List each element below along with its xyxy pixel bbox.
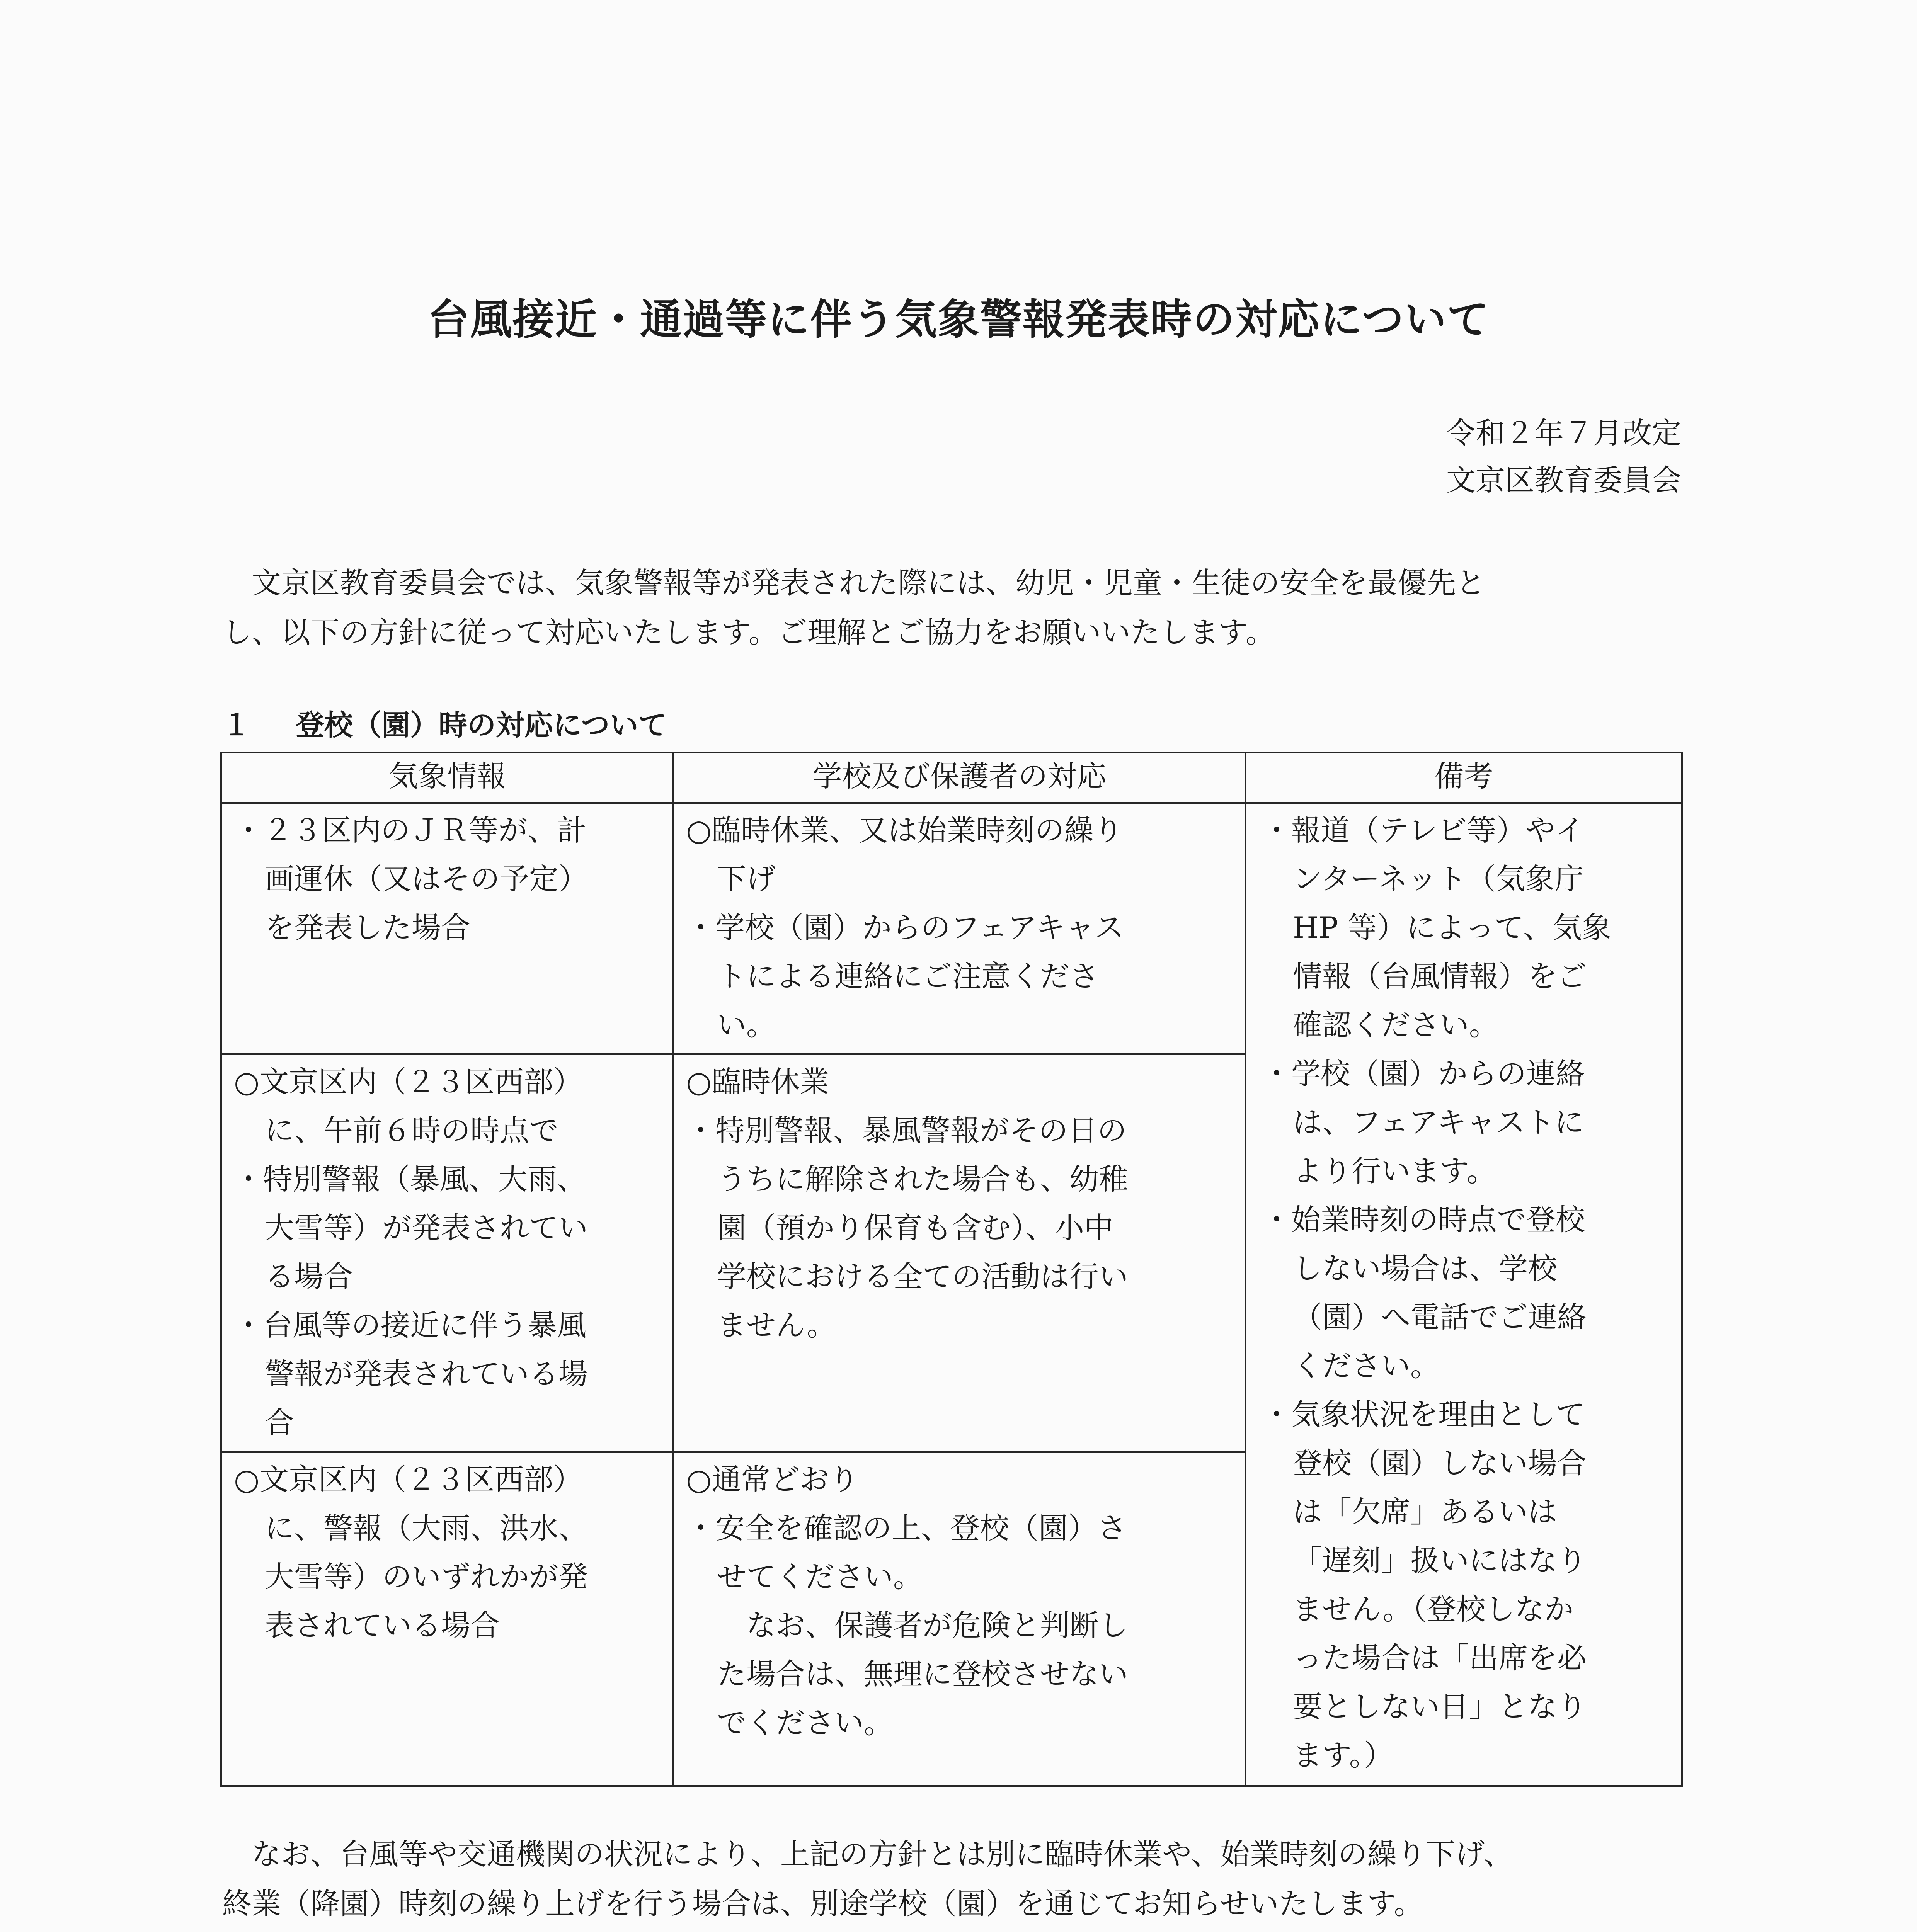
cell-line: ・２３区内のＪＲ等が、計 [234,813,586,847]
document-meta [1446,410,1681,504]
cell-line: 園（預かり保育も含む）、小中 [717,1211,1113,1245]
cell-line: うちに解除された場合も、幼稚 [717,1162,1128,1196]
response-cell [674,803,1246,1054]
cell-line: ・安全を確認の上、登校（園）さ [686,1511,1127,1545]
cell-line: 大雪等）が発表されてい [265,1211,588,1245]
note-line: 「遅刻」扱いにはなり [1293,1543,1587,1578]
cell-line: ○通常どおり [686,1462,859,1497]
note-line: 要としない日」となり [1293,1689,1587,1724]
note-line: ・始業時刻の時点で登校 [1262,1202,1585,1237]
cell-line: い。 [717,1008,776,1042]
header-weather: 気象情報 [221,753,674,803]
paragraph-line: なお、台風等や交通機関の状況により、上記の方針とは別に臨時休業や、始業時刻の繰り下げ、 [222,1837,1513,1871]
table-row [221,803,1682,1054]
note-line: ・報道（テレビ等）やイ [1262,813,1585,847]
cell-line: でください。 [717,1706,893,1740]
cell-line: た場合は、無理に登校させない [717,1657,1128,1691]
cell-line: 画運休（又はその予定） [265,862,588,896]
cell-line: ・特別警報（暴風、大雨、 [234,1162,586,1196]
note-line: ・学校（園）からの連絡 [1262,1056,1585,1091]
revision-date: 令和２年７月改定 [1446,416,1681,450]
header-notes: 備考 [1246,753,1682,803]
document-title: 台風接近・通過等に伴う気象警報発表時の対応について [427,296,1490,344]
note-line: HP 等）によって、気象 [1293,910,1612,945]
cell-line: ○臨時休業 [686,1065,829,1099]
cell-line: ません。 [717,1308,836,1342]
cell-line: 警報が発表されている場 [265,1357,588,1391]
section1-title: 登校（園）時の対応について [296,709,667,742]
issuer: 文京区教育委員会 [1446,463,1681,497]
note-line: より行います。 [1293,1154,1496,1188]
weather-cell [221,803,674,1054]
section1-after-paragraph [222,1830,1683,1929]
note-line: ・気象状況を理由として [1262,1397,1585,1432]
note-line: （園）へ電話でご連絡 [1293,1300,1587,1334]
note-line: った場合は「出席を必 [1293,1641,1587,1675]
paragraph-line: 終業（降園）時刻の繰り上げを行う場合は、別途学校（園）を通じてお知らせいたします。 [222,1886,1423,1921]
cell-line: 学校における全ての活動は行い [717,1259,1128,1294]
note-line: しない場合は、学校 [1293,1251,1557,1286]
cell-line: 大雪等）のいずれかが発 [265,1560,588,1594]
intro-line: 文京区教育委員会では、気象警報等が発表された際には、幼児・児童・生徒の安全を最優先と [222,566,1485,600]
cell-line: トによる連絡にご注意くださ [717,959,1099,993]
intro-paragraph [222,558,1683,657]
weather-cell [221,1054,674,1452]
section1-heading [222,702,667,743]
note-line: 確認ください。 [1293,1008,1498,1042]
cell-line: 表されている場合 [265,1608,500,1643]
note-line: ません。（登校しなか [1293,1592,1574,1626]
cell-line: せてください。 [717,1560,923,1594]
note-line: 登校（園）しない場合 [1293,1446,1587,1480]
intro-line: し、以下の方針に従って対応いたします。ご理解とご協力をお願いいたします。 [222,615,1275,650]
note-line: ください。 [1293,1349,1440,1383]
response-table [220,752,1683,1787]
cell-line: ・特別警報、暴風警報がその日の [686,1113,1127,1148]
note-line: は、フェアキャストに [1293,1105,1584,1139]
cell-line: 下げ [717,862,776,896]
note-line: ンターネット（気象庁 [1293,862,1584,896]
header-response: 学校及び保護者の対応 [674,753,1246,803]
response-cell [674,1054,1246,1452]
cell-line: ○臨時休業、又は始業時刻の繰り [686,813,1123,847]
section1-number: １ [222,709,251,742]
cell-line: る場合 [265,1259,353,1294]
response-cell [674,1452,1246,1786]
weather-cell [221,1452,674,1786]
cell-line: なお、保護者が危険と判断し [717,1608,1128,1643]
cell-line: を発表した場合 [265,910,470,945]
cell-line: ・台風等の接近に伴う暴風 [234,1308,586,1342]
note-line: ます。） [1293,1738,1393,1772]
notes-cell [1246,803,1682,1786]
table-header-row [221,753,1682,803]
cell-line: に、午前６時の時点で [265,1113,558,1148]
cell-line: ○文京区内（２３区西部） [234,1462,583,1497]
note-line: 情報（台風情報）をご [1293,959,1587,993]
cell-line: 合 [265,1405,294,1440]
cell-line: ○文京区内（２３区西部） [234,1065,583,1099]
note-line: は「欠席」あるいは [1293,1495,1557,1529]
cell-line: に、警報（大雨、洪水、 [265,1511,588,1545]
cell-line: ・学校（園）からのフェアキャス [686,910,1124,945]
